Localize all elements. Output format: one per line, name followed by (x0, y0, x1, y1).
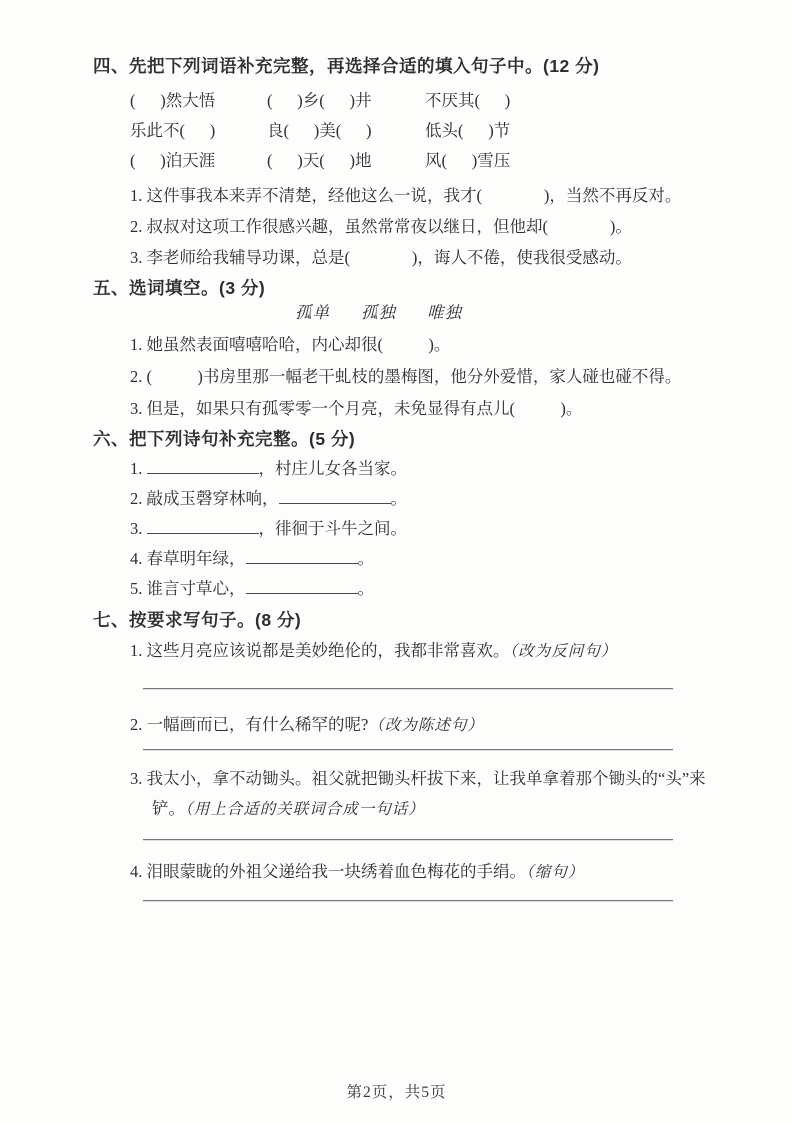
answer-line (143, 900, 673, 901)
section-4-questions (0, 180, 793, 273)
question-text: 1. 这些月亮应该说都是美妙绝伦的，我都非常喜欢。 (130, 641, 510, 660)
choice-word: 孤单 (295, 303, 330, 322)
question-hint: （改为反问句） (509, 643, 618, 660)
poem-post: ，村庄儿女各当家。 (258, 459, 407, 478)
question-hint: （缩句） (526, 864, 585, 881)
word-choices (295, 301, 793, 325)
poem-pre: 5. 谁言寸草心， (130, 579, 246, 598)
question-item: 1. 这件事我本来弄不清楚，经他这么一说，我才( )，当然不再反对。 (130, 186, 682, 205)
word-blank: 风( )雪压 (425, 151, 511, 170)
answer-blank-line (279, 501, 391, 504)
answer-blank-line (246, 591, 358, 594)
question-item: 3. 但是，如果只有孤零零一个月亮，未免显得有点儿( )。 (130, 399, 583, 418)
section-7-heading: 七、按要求写句子。(8 分) (93, 610, 302, 630)
word-blank: ( )天( )地 (267, 151, 372, 170)
choice-word: 唯独 (427, 303, 462, 322)
poem-post: ，徘徊于斗牛之间。 (258, 519, 407, 538)
word-blank: ( )乡( )井 (267, 91, 372, 110)
poem-pre: 4. 春草明年绿， (130, 549, 246, 568)
section-5-questions (0, 329, 793, 425)
question-item (130, 713, 734, 738)
poem-item (130, 454, 712, 484)
word-blank: 不厌其( ) (425, 91, 511, 110)
word-blank: 乐此不( ) (130, 121, 216, 140)
section-5 (0, 277, 793, 425)
answer-line (143, 749, 673, 750)
poem-item (130, 574, 712, 604)
word-blank: ( )泊天涯 (130, 151, 216, 170)
question-text: 3. 我太小，拿不动锄头。祖父就把锄头杆拔下来，让我单拿着那个锄头的“头”来铲。 (130, 769, 706, 818)
poem-post: 。 (357, 549, 374, 568)
question-item: 2. ( )书房里那一幅老干虬枝的墨梅图，他分外爱惜，家人碰也碰不得。 (130, 367, 682, 386)
poem-post: 。 (390, 489, 407, 508)
choice-word: 孤独 (361, 303, 396, 322)
question-hint: （用上合适的关联词合成一句话） (185, 801, 425, 818)
poem-pre: 1. (130, 459, 147, 478)
question-item: 1. 她虽然表面嘻嘻哈哈，内心却很( )。 (130, 335, 451, 354)
poem-item (130, 514, 712, 544)
page-number: 第2页，共5页 (346, 1084, 447, 1101)
section-6-questions (0, 454, 793, 604)
answer-line (143, 839, 673, 840)
answer-blank-line (147, 531, 259, 534)
question-item (130, 860, 734, 885)
poem-pre: 2. 敲成玉磬穿林响， (130, 489, 279, 508)
question-item: 3. 李老师给我辅导功课，总是( )，诲人不倦，使我很受感动。 (130, 248, 632, 267)
question-hint: （改为陈述句） (368, 717, 484, 734)
poem-item (130, 544, 712, 574)
section-4-heading: 四、先把下列词语补充完整，再选择合适的填入句子中。(12 分) (93, 56, 600, 76)
word-completion-grid (130, 86, 730, 176)
answer-line (143, 688, 673, 689)
answer-blank-line (147, 471, 259, 474)
poem-item (130, 484, 712, 514)
section-5-heading: 五、选词填空。(3 分) (93, 278, 266, 298)
answer-blank-line (246, 561, 358, 564)
question-text: 2. 一幅画而已，有什么稀罕的呢? (130, 715, 369, 734)
section-4 (0, 55, 793, 273)
question-text: 4. 泪眼蒙眬的外祖父递给我一块绣着血色梅花的手绢。 (130, 862, 526, 881)
section-7 (0, 609, 793, 901)
poem-post: 。 (357, 579, 374, 598)
word-blank: 良( )美( ) (267, 121, 372, 140)
word-blank: 低头( )节 (425, 121, 511, 140)
section-6-heading: 六、把下列诗句补充完整。(5 分) (93, 429, 356, 449)
poem-pre: 3. (130, 519, 147, 538)
question-item (130, 639, 734, 664)
question-item: 2. 叔叔对这项工作很感兴趣，虽然常常夜以继日，但他却( )。 (130, 217, 632, 236)
question-item (130, 764, 734, 825)
word-blank: ( )然大悟 (130, 91, 216, 110)
section-6 (0, 428, 793, 604)
